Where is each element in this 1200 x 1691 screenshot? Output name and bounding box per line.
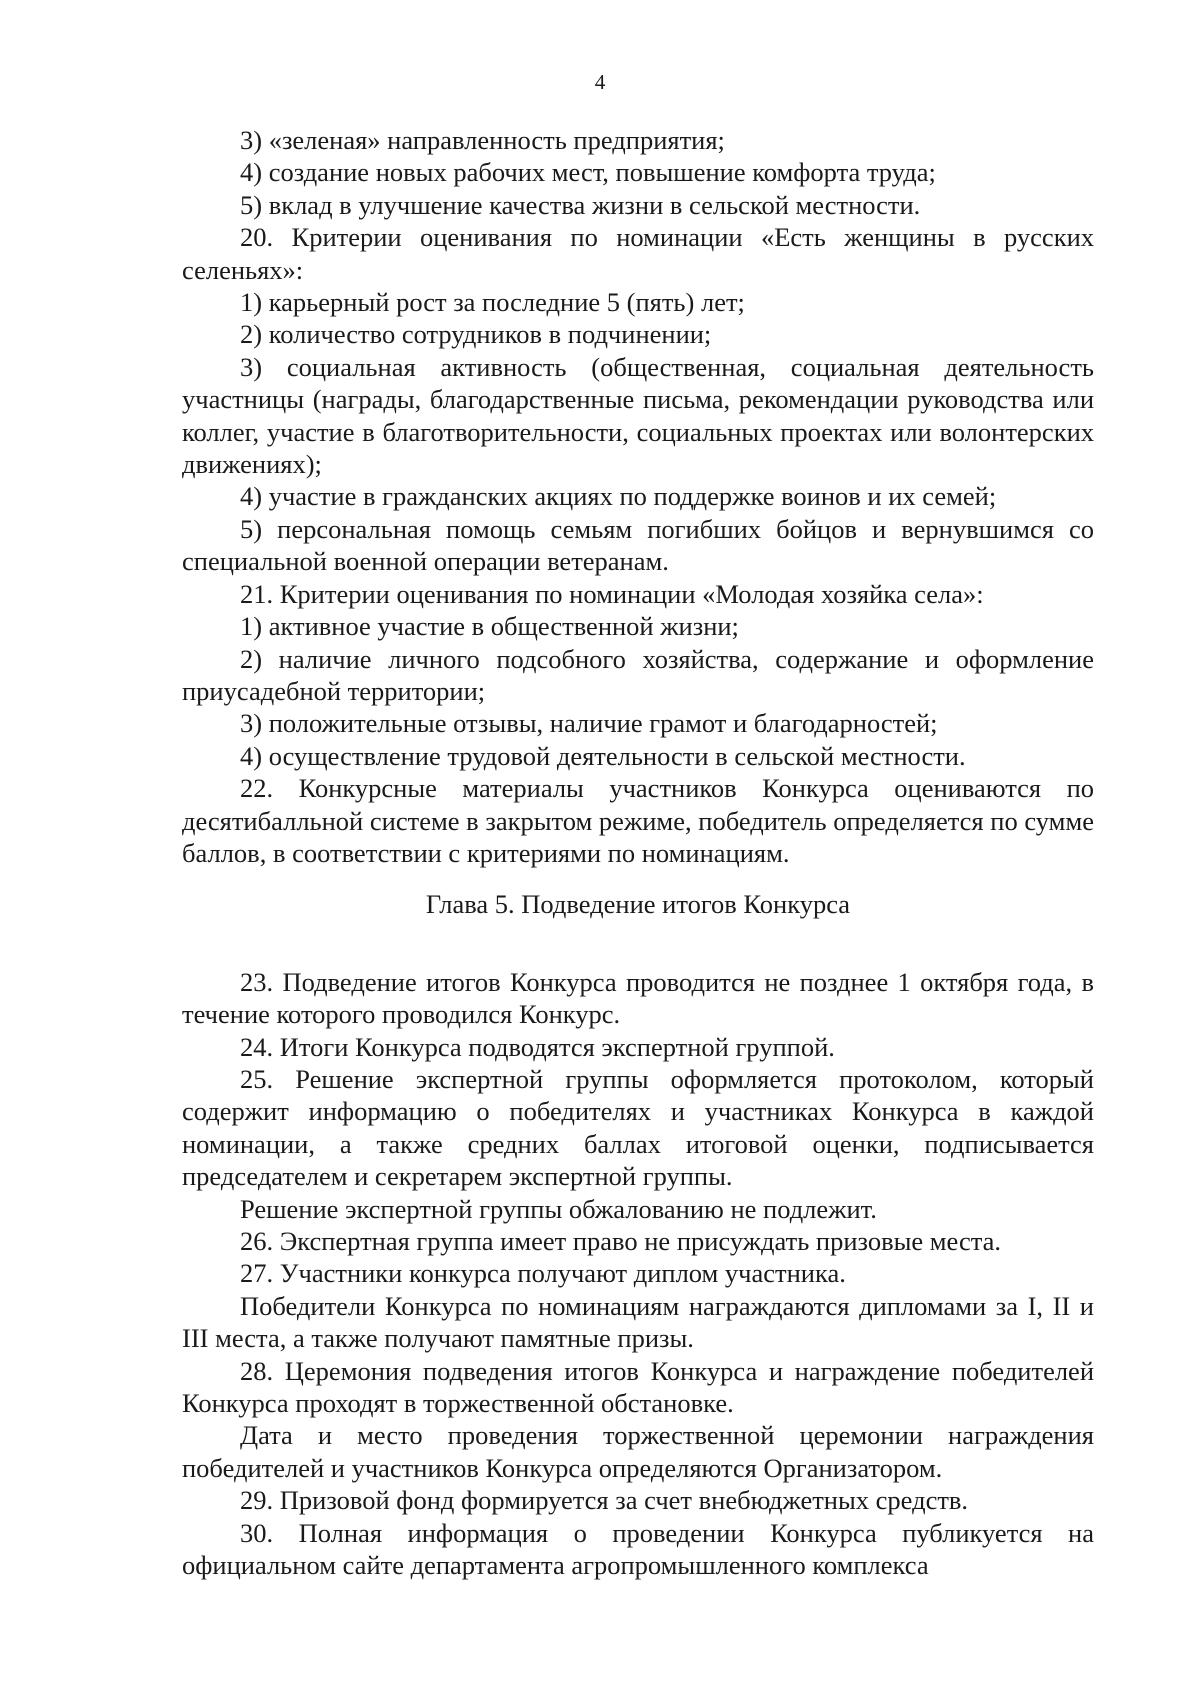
paragraph-20-criteria-women: 20. Критерии оценивания по номинации «Есть женщины в русских селеньях»: [182,222,1094,285]
list-item-civic-actions: 4) участие в гражданских акциях по поддержке воинов и их семей; [240,481,997,512]
list-item-career-growth: 1) карьерный рост за последние 5 (пять) лет; [240,287,745,318]
paragraph-24-expert-group: 24. Итоги Конкурса подводятся экспертной группой. [240,1031,835,1062]
paragraph-30-information: 30. Полная информация о проведении Конкурса публикуется на официальном сайте департамента агропромышленного комплекса [182,1517,1094,1581]
list-item-veterans-help: 5) персональная помощь семьям погибших бойцов и вернувшимся со специальной военной операции ветеранам. [182,513,1094,577]
paragraph-ceremony-date: Дата и место проведения торжественной церемонии награждения победителей и участников Конкурса определяются Организатором. [182,1420,1094,1483]
list-item-social-activity: 3) социальная активность (общественная, социальная деятельность участницы (награды, благодарственные письма, рекомендации руководства или коллег, участие в благотворительности, социальных проектах или волонтерских движениях); [182,351,1094,480]
list-item-reviews: 3) положительные отзывы, наличие грамот и благодарностей; [240,708,938,739]
paragraph-winners-diplomas: Победители Конкурса по номинациям награждаются дипломами за I, II и III места, а также получают памятные призы. [182,1290,1094,1354]
list-item-green-orientation: 3) «зеленая» направленность предприятия; [240,125,725,155]
list-item-subordinates: 2) количество сотрудников в подчинении; [240,319,712,350]
list-item-rural-work: 4) осуществление трудовой деятельности в сельской местности. [240,740,966,771]
paragraph-25-protocol: 25. Решение экспертной группы оформляется протоколом, который содержит информацию о победителях и участниках Конкурса в каждой номинации, а также средних баллах итоговой оценки, подписывается председателем и секретарем экспертной группы. [182,1063,1094,1192]
paragraph-29-prize-fund: 29. Призовой фонд формируется за счет внебюджетных средств. [240,1485,969,1516]
paragraph-26-no-prizes-right: 26. Экспертная группа имеет право не присуждать призовые места. [240,1226,1002,1256]
paragraph-28-ceremony: 28. Церемония подведения итогов Конкурса и награждение победителей Конкурса проходят в торжественной обстановке. [182,1355,1094,1419]
page-number: 4 [594,70,606,94]
document-body [182,124,1094,1581]
paragraph-27-participant-diploma: 27. Участники конкурса получают диплом участника. [240,1258,846,1289]
paragraph-no-appeal: Решение экспертной группы обжалованию не подлежит. [240,1193,877,1224]
paragraph-23-results-deadline: 23. Подведение итогов Конкурса проводится не позднее 1 октября года, в течение которого проводился Конкурс. [182,966,1094,1030]
paragraph-22-evaluation: 22. Конкурсные материалы участников Конкурса оцениваются по десятибалльной системе в закрытом режиме, победитель определяется по сумме баллов, в соответствии с критериями по номинациям. [182,773,1094,868]
paragraph-21-criteria-young-hostess: 21. Критерии оценивания по номинации «Молодая хозяйка села»: [240,578,984,609]
list-item-new-jobs: 4) создание новых рабочих мест, повышение комфорта труда; [240,157,936,188]
list-item-public-life: 1) активное участие в общественной жизни; [240,611,739,642]
list-item-household: 2) наличие личного подсобного хозяйства, содержание и оформление приусадебной территории; [182,643,1094,706]
list-item-rural-life-quality: 5) вклад в улучшение качества жизни в сельской местности. [240,189,921,220]
chapter-heading: Глава 5. Подведение итогов Конкурса [425,889,851,920]
